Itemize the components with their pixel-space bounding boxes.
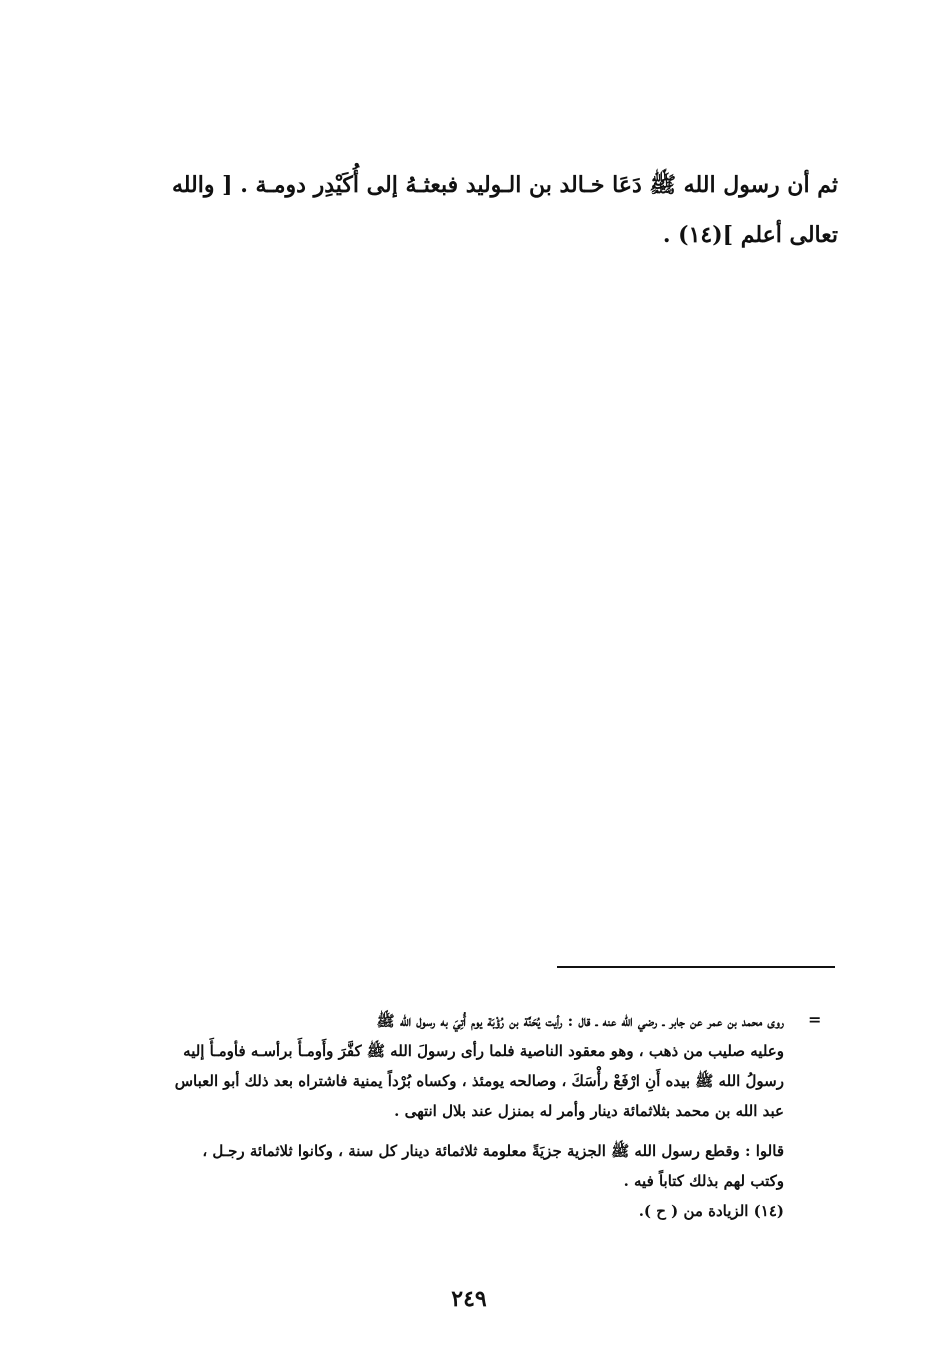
footnote-14: (١٤) الزيادة من ( ح ). (638, 1202, 784, 1220)
footnote-line: قالوا : وقطع رسول الله ﷺ الجزية جزيَةً معلومة ثلاثمائة دينار كل سنة ، وكانوا ثلاثمائة رجـل ، (202, 1142, 784, 1160)
footnote-line: وعليه صليب من ذهب ، وهو معقود الناصية فلما رأى رسولَ الله ﷺ كفَّرَ وأَومـأَ برأسـه فأومـأَ إليه (183, 1042, 784, 1060)
main-text-line: تعالى أعلم ](١٤) . (662, 222, 838, 248)
footnote-line: روى محمد بن عمر عن جابر ـ رضي الله عنه ـ قال : رأيت يُحَنَّة بن رُؤْبَة يوم أُتِيَ به رسول الله ﷺ (376, 1012, 784, 1030)
footnote-continuation-marker: = (808, 1010, 822, 1029)
footnotes-block (100, 1006, 784, 1226)
footnote-line: عبد الله بن محمد بثلاثمائة دينار وأمر له بمنزل عند بلال انتهى . (394, 1102, 784, 1120)
main-text-line: ثم أن رسول الله ﷺ دَعَا خـالد بن الـوليد فبعثـهُ إلى أُكَيْدِر دومـة . [ والله (171, 172, 838, 198)
page-number: ٢٤٩ (451, 1286, 487, 1312)
footnote-line: رسولُ الله ﷺ بيده أَنِ ارْفَعْ رأْسَكَ ، وصالحه يومئذ ، وكساه بُرْداً يمنية فاشتراه بعد ذلك أبو العباس (174, 1072, 784, 1090)
footnote-separator (557, 966, 835, 968)
main-text-block (108, 160, 838, 260)
footnote-line: وكتب لهم بذلك كتاباً فيه . (623, 1172, 784, 1190)
